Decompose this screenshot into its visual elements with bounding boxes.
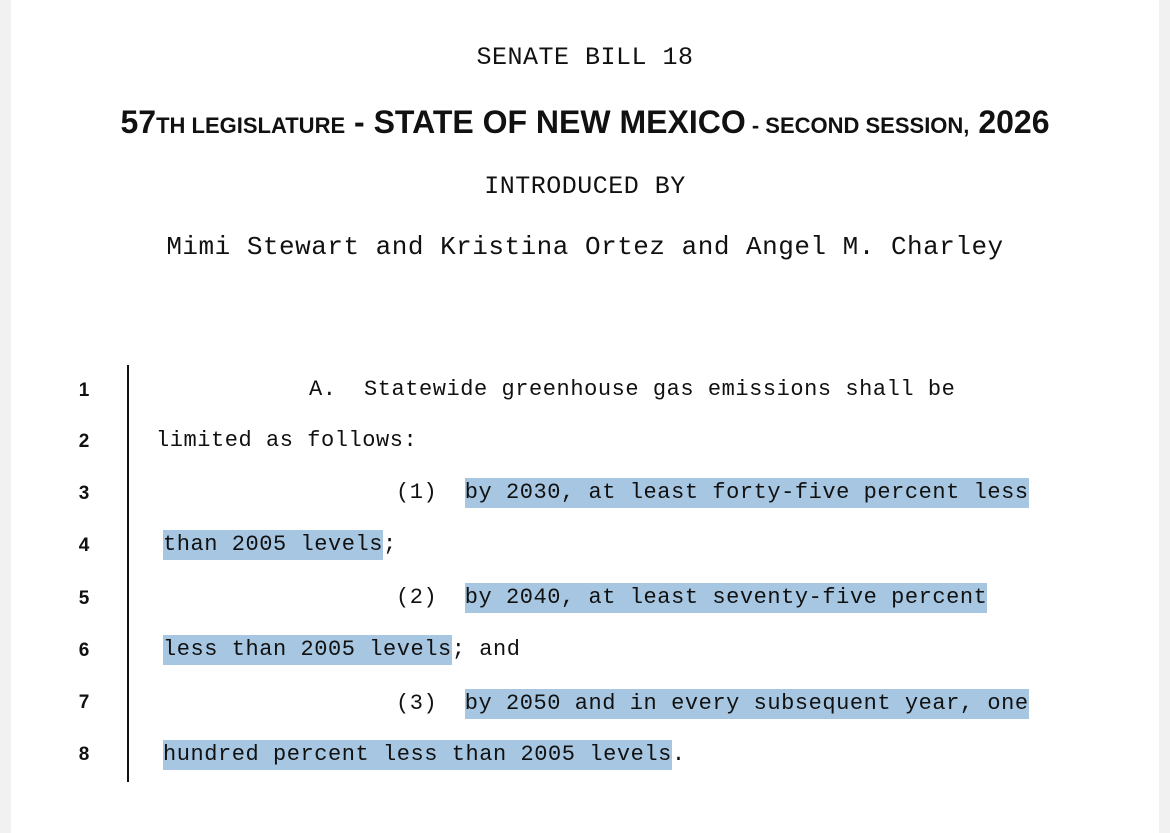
highlighted-text[interactable]: less than 2005 levels: [163, 635, 452, 665]
bill-text-line: [396, 690, 1029, 718]
bill-text-line: [156, 427, 417, 455]
bill-text-line: [163, 531, 397, 559]
bill-title: SENATE BILL 18: [476, 43, 694, 72]
legislature-label: TH LEGISLATURE: [156, 113, 346, 138]
legislature-heading: [11, 104, 1159, 141]
document-page: [11, 0, 1159, 833]
legislature-number: 57: [120, 104, 157, 140]
highlighted-text[interactable]: than 2005 levels: [163, 530, 383, 560]
line-number: 6: [78, 640, 90, 661]
paragraph-label: (3): [396, 691, 438, 716]
line-text: limited as follows:: [156, 428, 418, 453]
heading-separator: -: [345, 104, 374, 140]
session-label: SECOND SESSION,: [765, 113, 970, 138]
highlighted-text[interactable]: by 2030, at least forty-five percent less: [465, 478, 1029, 508]
bill-text-line: [163, 741, 686, 769]
session-year: 2026: [978, 104, 1050, 140]
introduced-by-label: INTRODUCED BY: [484, 172, 686, 201]
line-text: ;: [383, 532, 397, 557]
line-number: 8: [78, 744, 90, 765]
line-number: 2: [78, 431, 90, 452]
line-text: Statewide greenhouse gas emissions shall be: [364, 377, 956, 402]
heading-separator: -: [745, 113, 766, 138]
bill-text-line: [396, 479, 1029, 507]
highlighted-text[interactable]: by 2050 and in every subsequent year, one: [465, 689, 1029, 719]
highlighted-text[interactable]: hundred percent less than 2005 levels: [163, 740, 672, 770]
line-number: 7: [78, 692, 90, 713]
line-number: 1: [78, 380, 90, 401]
line-number: 4: [78, 535, 90, 556]
paragraph-label: (2): [396, 585, 438, 610]
line-text: ; and: [451, 637, 521, 662]
line-text: .: [671, 742, 686, 767]
paragraph-label: (1): [396, 480, 438, 505]
bill-text-line: [396, 584, 987, 612]
line-number: 5: [78, 588, 90, 609]
bill-text-line: [309, 376, 955, 404]
highlighted-text[interactable]: by 2040, at least seventy-five percent: [465, 583, 988, 613]
state-name: STATE OF NEW MEXICO: [373, 104, 746, 140]
line-number-rule: [127, 365, 129, 782]
bill-text-line: [163, 636, 521, 664]
subsection-label: A.: [309, 377, 337, 402]
sponsors-list: Mimi Stewart and Kristina Ortez and Angel M. Charley: [166, 232, 1004, 262]
line-number: 3: [78, 483, 90, 504]
